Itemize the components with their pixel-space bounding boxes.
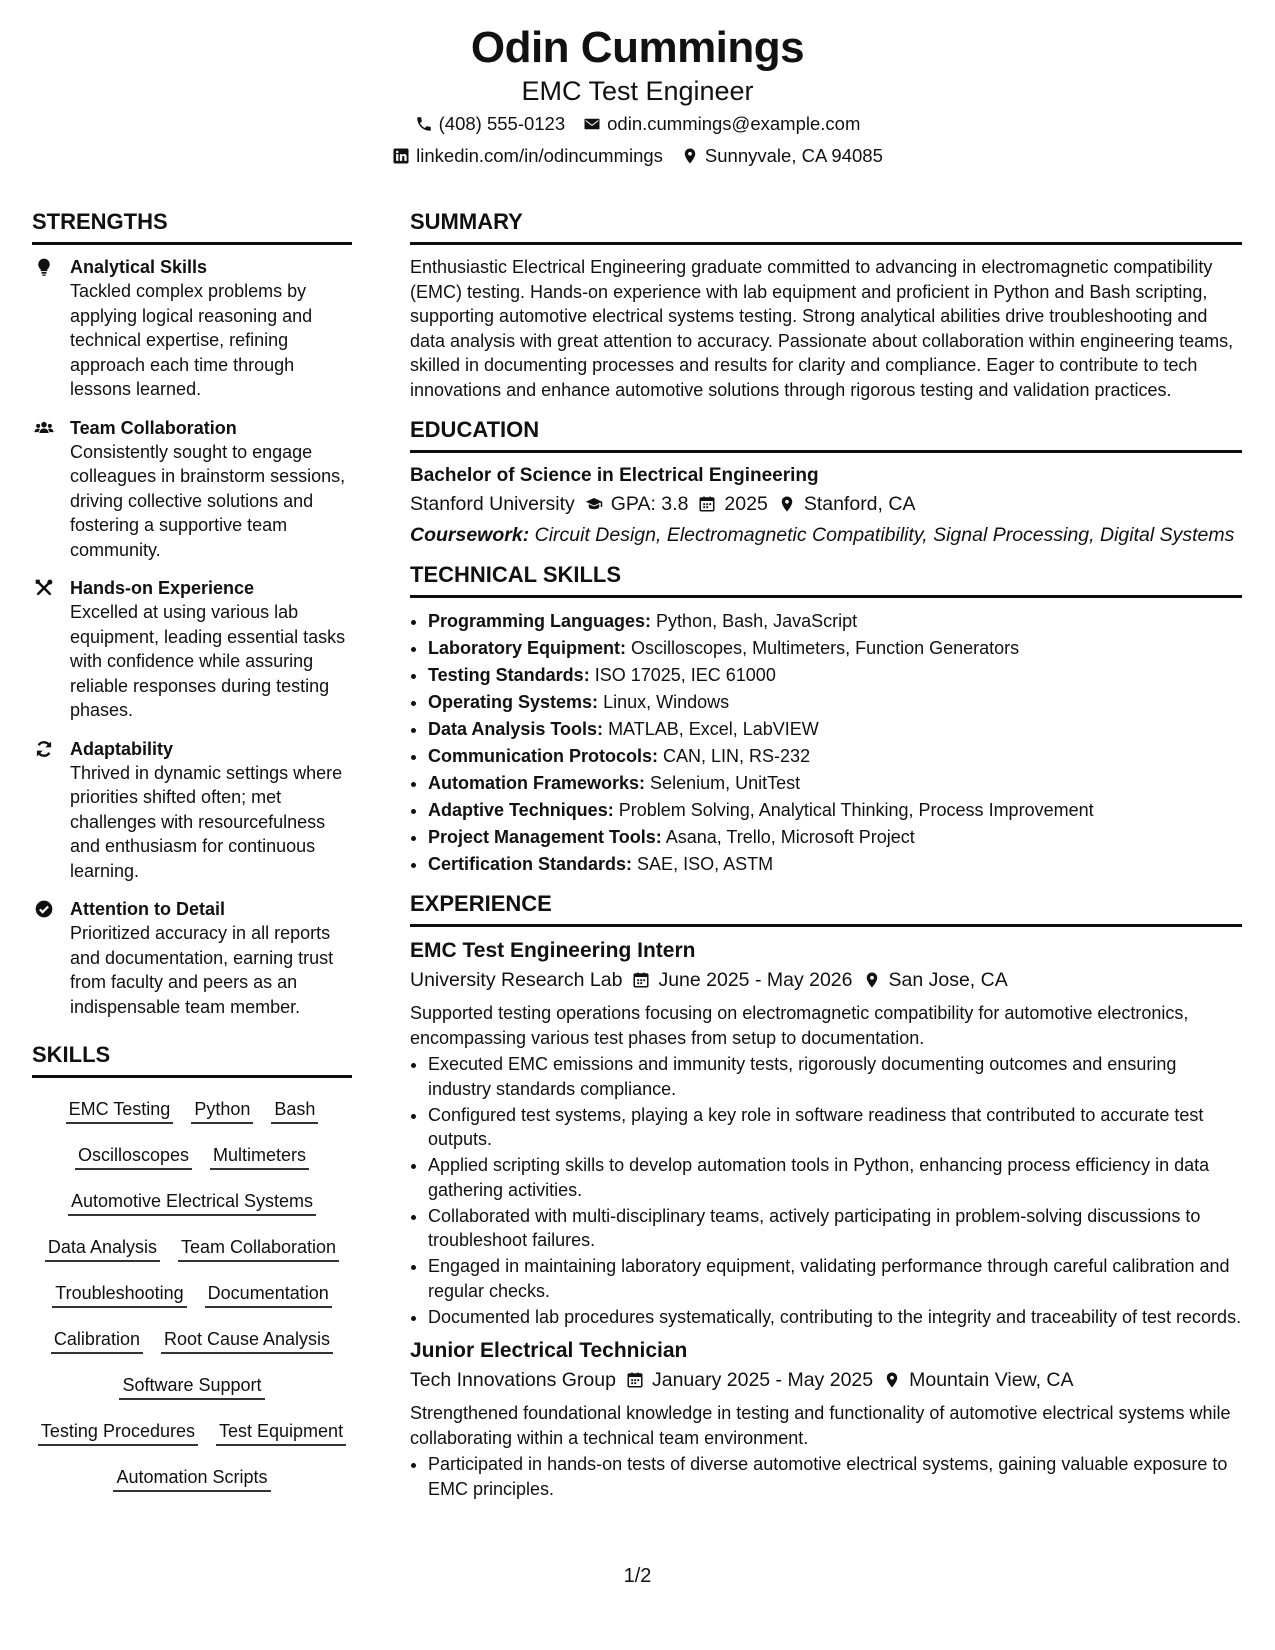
list-item [428, 716, 1242, 743]
skill-tag: Automotive Electrical Systems [68, 1190, 316, 1216]
location-text: Sunnyvale, CA 94085 [704, 145, 883, 166]
school-text: Stanford University [410, 493, 575, 515]
skill-tag: Calibration [51, 1328, 143, 1354]
skill-tag: Documentation [205, 1282, 332, 1308]
skill-tag: Testing Procedures [38, 1420, 198, 1446]
resume-header [0, 22, 1275, 172]
job-entry [410, 1337, 1242, 1501]
job-summary: Strengthened foundational knowledge in testing and functionality of automotive electrical systems while collaborating within a technical team environment. [410, 1403, 1231, 1448]
graduation-cap-icon [585, 495, 603, 513]
company-text: University Research Lab [410, 969, 623, 991]
gpa-text: GPA: 3.8 [610, 493, 689, 515]
year-text: 2025 [724, 493, 768, 515]
job-meta [410, 1365, 1242, 1395]
list-item [428, 797, 1242, 824]
map-pin-icon [863, 971, 881, 989]
coursework-label: Coursework: [410, 524, 530, 546]
strength-item [32, 416, 352, 563]
linkedin-icon [392, 147, 410, 165]
lightbulb-icon [34, 257, 54, 277]
company-name [410, 1365, 616, 1395]
list-item: • Participated in hands-on tests of diverse automotive electrical systems, gaining valuable exposure to EMC principles. [428, 1452, 1242, 1501]
skill-tag: Software Support [119, 1374, 264, 1400]
experience-heading: EXPERIENCE [410, 890, 1242, 927]
list-item: • Documented lab procedures systematically, contributing to the integrity and traceability of test records. [428, 1305, 1242, 1330]
list-item: • Executed EMC emissions and immunity tests, rigorously documenting outcomes and ensuring industry standards compliance. [428, 1052, 1242, 1101]
job-location [863, 965, 1008, 995]
strength-desc: Consistently sought to engage colleagues in brainstorm sessions, driving collective solutions and fostering a supportive team community. [70, 441, 346, 560]
tools-icon [34, 578, 54, 598]
summary-text: Enthusiastic Electrical Engineering graduate committed to advancing in electromagnetic compatibility (EMC) testing. Hands-on experience with lab equipment and proficient in Python and Bash scripting, supporting automotive electrical systems testing. Strong analytical abilities drive troubleshooting and data analysis with great attention to accuracy. Passionate about collaboration within engineering teams, skilled in documenting processes and results for clarity and compliance. Eager to contribute to tech innovations and enhance automotive solutions through rigorous testing and validation practices. [410, 257, 1234, 400]
location-contact [681, 140, 883, 172]
technical-skills-heading: TECHNICAL SKILLS [410, 561, 1242, 598]
list-item: • Engaged in maintaining laboratory equipment, validating performance through careful calibration and regular checks. [428, 1254, 1242, 1303]
skill-tag: Data Analysis [45, 1236, 160, 1262]
right-column [410, 208, 1242, 1509]
strengths-heading: STRENGTHS [32, 208, 352, 245]
calendar-icon [698, 495, 716, 513]
check-circle-icon [34, 899, 54, 919]
tech-label: Programming Languages: [428, 611, 652, 631]
list-item [428, 689, 1242, 716]
envelope-icon [583, 115, 601, 133]
tech-label: Communication Protocols: [428, 746, 659, 766]
contact-row-2 [0, 140, 1275, 172]
tech-value: Linux, Windows [603, 692, 730, 712]
company-name [410, 965, 622, 995]
skill-tag: EMC Testing [66, 1098, 174, 1124]
tech-label: Project Management Tools: [428, 827, 662, 847]
calendar-icon [626, 1371, 644, 1389]
skill-tag: Bash [271, 1098, 318, 1124]
strength-item [32, 255, 352, 402]
edu-location-text: Stanford, CA [803, 493, 916, 515]
map-pin-icon [681, 147, 699, 165]
email-text[interactable]: odin.cummings@example.com [607, 113, 861, 134]
job-dates [626, 1365, 873, 1395]
list-item [428, 824, 1242, 851]
job-meta [410, 965, 1242, 995]
users-icon [34, 418, 54, 438]
list-item [428, 635, 1242, 662]
job-location-text: San Jose, CA [888, 969, 1008, 991]
strength-desc: Prioritized accuracy in all reports and documentation, earning trust from faculty and peers as an indispensable team member. [70, 923, 334, 1017]
phone-contact [415, 108, 566, 140]
candidate-title: EMC Test Engineer [521, 76, 754, 106]
strength-title: Team Collaboration [70, 417, 237, 438]
skills-heading: SKILLS [32, 1041, 352, 1078]
linkedin-text[interactable]: linkedin.com/in/odincummings [416, 145, 663, 166]
technical-skills-list [410, 608, 1242, 878]
skill-tag: Multimeters [210, 1144, 309, 1170]
job-location [883, 1365, 1073, 1395]
job-entry [410, 937, 1242, 1329]
company-text: Tech Innovations Group [410, 1369, 616, 1391]
tech-label: Operating Systems: [428, 692, 599, 712]
sync-icon [34, 739, 54, 759]
list-item [428, 770, 1242, 797]
job-dates [632, 965, 852, 995]
skill-tag: Automation Scripts [113, 1466, 270, 1492]
list-item: • Applied scripting skills to develop automation tools in Python, enhancing process efficiency in data gathering activities. [428, 1153, 1242, 1202]
linkedin-contact[interactable] [392, 140, 663, 172]
school-name [410, 489, 575, 519]
tech-label: Testing Standards: [428, 665, 590, 685]
strength-item [32, 576, 352, 723]
year-item [698, 489, 767, 519]
skill-tag: Oscilloscopes [75, 1144, 192, 1170]
coursework-text: Circuit Design, Electromagnetic Compatibility, Signal Processing, Digital Systems [534, 524, 1235, 546]
job-bullets [410, 1452, 1242, 1501]
list-item [428, 851, 1242, 878]
skill-tag: Team Collaboration [178, 1236, 339, 1262]
strength-title: Hands-on Experience [70, 578, 255, 598]
phone-icon [415, 115, 433, 133]
education-heading: EDUCATION [410, 416, 1242, 453]
tech-value: Selenium, UnitTest [650, 773, 801, 793]
tech-value: Python, Bash, JavaScript [656, 611, 858, 631]
skills-list [32, 1088, 352, 1492]
tech-value: CAN, LIN, RS-232 [663, 746, 811, 766]
phone-text: (408) 555-0123 [438, 113, 566, 134]
summary-heading: SUMMARY [410, 208, 1242, 245]
strength-desc: Thrived in dynamic settings where priorities shifted often; met challenges with resourcefulness and enthusiasm for continuous learning. [70, 762, 343, 881]
strength-title: Attention to Detail [70, 899, 225, 919]
strength-title: Adaptability [70, 738, 174, 759]
list-item [428, 608, 1242, 635]
tech-label: Adaptive Techniques: [428, 800, 614, 820]
job-summary: Supported testing operations focusing on electromagnetic compatibility for automotive electronics, encompassing various test phases from setup to documentation. [410, 1003, 1189, 1048]
contact-row-1 [0, 108, 1275, 140]
candidate-name: Odin Cummings [470, 23, 805, 72]
strength-item [32, 737, 352, 884]
coursework [410, 523, 1242, 547]
job-dates-text: June 2025 - May 2026 [658, 969, 853, 991]
list-item: • Collaborated with multi-disciplinary teams, actively participating in problem-solving discussions to troubleshoot failures. [428, 1204, 1242, 1253]
calendar-icon [632, 971, 650, 989]
tech-value: MATLAB, Excel, LabVIEW [608, 719, 819, 739]
education-meta [410, 489, 1242, 519]
list-item: • Configured test systems, playing a key role in software readiness that contributed to accurate test outputs. [428, 1103, 1242, 1152]
left-column [32, 208, 352, 1492]
tech-label: Certification Standards: [428, 854, 633, 874]
tech-label: Laboratory Equipment: [428, 638, 627, 658]
job-bullets [410, 1052, 1242, 1329]
gpa-item [585, 489, 689, 519]
tech-label: Automation Frameworks: [428, 773, 646, 793]
skill-tag: Python [191, 1098, 253, 1124]
list-item [428, 743, 1242, 770]
map-pin-icon [778, 495, 796, 513]
tech-value: Asana, Trello, Microsoft Project [665, 827, 915, 847]
email-contact[interactable] [583, 108, 860, 140]
job-title: EMC Test Engineering Intern [410, 939, 696, 962]
tech-value: SAE, ISO, ASTM [637, 854, 774, 874]
skill-tag: Troubleshooting [52, 1282, 186, 1308]
skill-tag: Test Equipment [216, 1420, 346, 1446]
edu-location-item [778, 489, 916, 519]
list-item [428, 662, 1242, 689]
strength-desc: Excelled at using various lab equipment, leading essential tasks with confidence while assuring reliable responses during testing phases. [70, 602, 346, 720]
job-location-text: Mountain View, CA [909, 1369, 1074, 1391]
education-degree: Bachelor of Science in Electrical Engineering [410, 465, 819, 486]
tech-value: Oscilloscopes, Multimeters, Function Generators [631, 638, 1020, 658]
tech-label: Data Analysis Tools: [428, 719, 604, 739]
tech-value: ISO 17025, IEC 61000 [594, 665, 776, 685]
job-dates-text: January 2025 - May 2025 [651, 1369, 874, 1391]
strength-desc: Tackled complex problems by applying logical reasoning and technical expertise, refining approach each time through lessons learned. [70, 281, 313, 399]
page-number: 1/2 [623, 1565, 652, 1587]
skill-tag: Root Cause Analysis [161, 1328, 333, 1354]
strength-item [32, 897, 352, 1019]
strength-title: Analytical Skills [70, 257, 208, 277]
tech-value: Problem Solving, Analytical Thinking, Process Improvement [618, 800, 1094, 820]
job-title: Junior Electrical Technician [410, 1339, 688, 1362]
map-pin-icon [883, 1371, 901, 1389]
